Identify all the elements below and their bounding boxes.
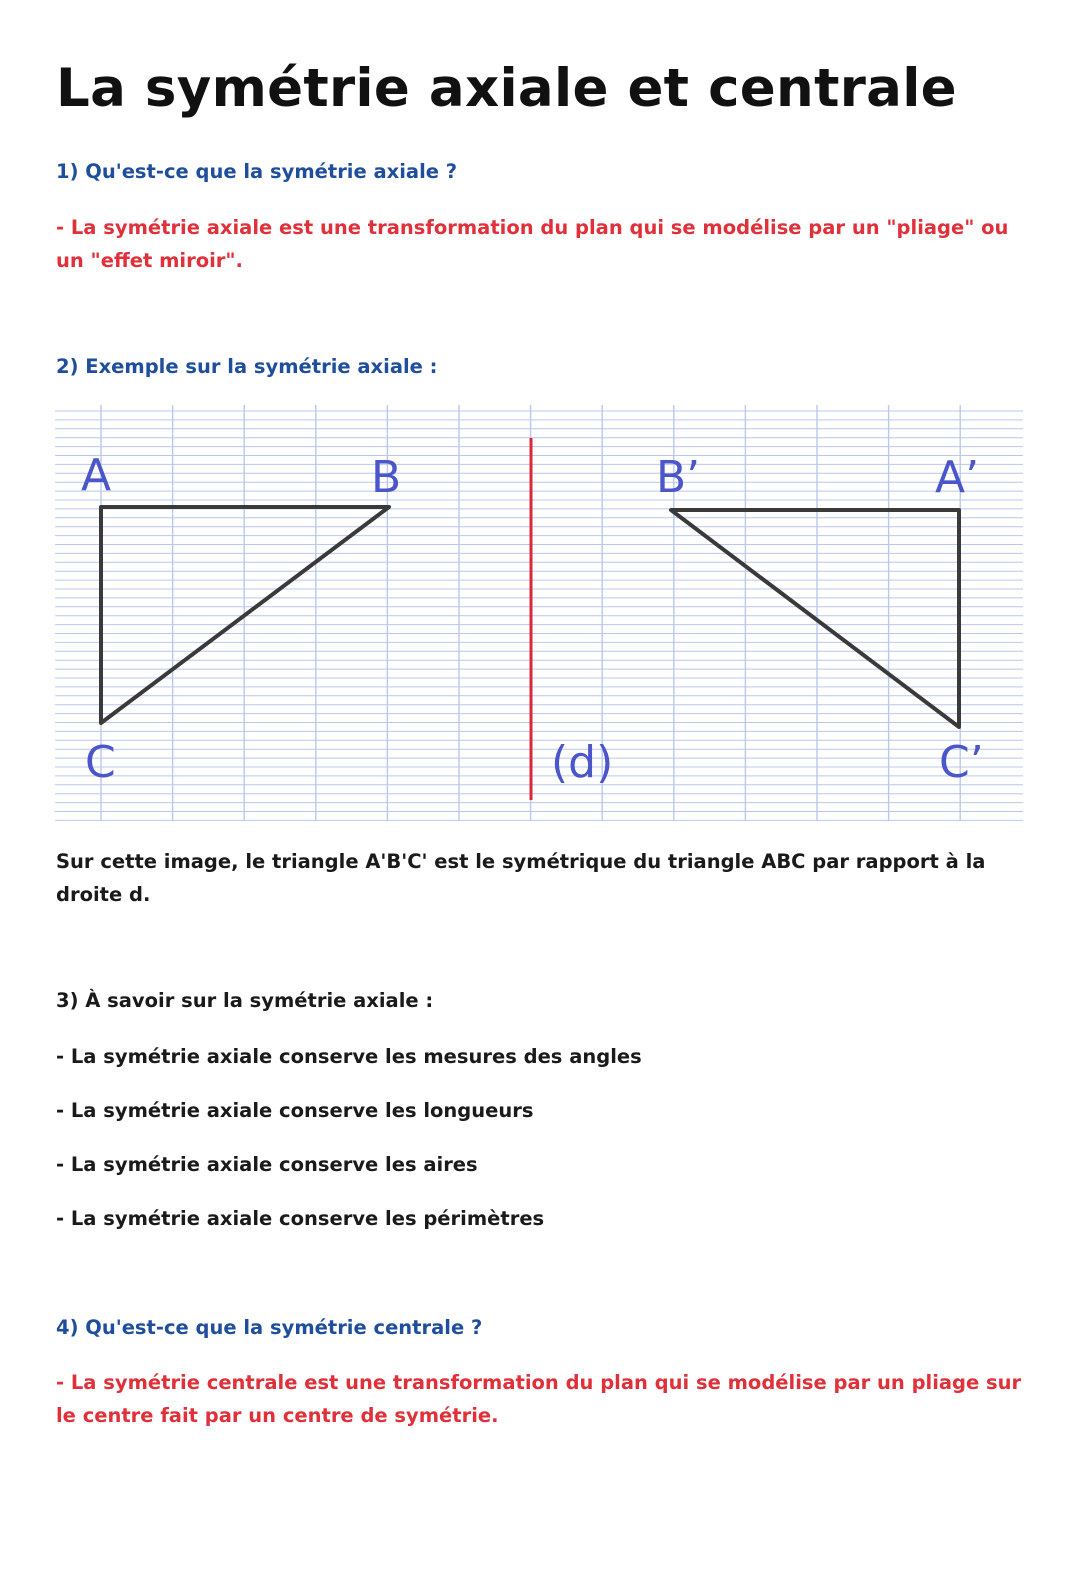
section2-heading: 2) Exemple sur la symétrie axiale : — [56, 355, 438, 378]
section1-definition: - La symétrie axiale est une transformation du plan qui se modélise par un "pliage" ou un "effet miroir". — [56, 216, 1009, 272]
section3-heading: 3) À savoir sur la symétrie axiale : — [56, 989, 434, 1012]
section1-heading: 1) Qu'est-ce que la symétrie axiale ? — [56, 160, 458, 183]
section4-definition: - La symétrie centrale est une transformation du plan qui se modélise par un pliage sur le centre fait par un centre de symétrie. — [56, 1371, 1022, 1427]
label-b-prime: B’ — [656, 452, 701, 503]
property-list-item: - La symétrie axiale conserve les mesures des angles — [56, 1045, 642, 1068]
graph-paper-grid — [55, 405, 1023, 821]
page-title: La symétrie axiale et centrale — [56, 58, 957, 119]
triangle-abc — [101, 507, 389, 723]
property-list-item: - La symétrie axiale conserve les aires — [56, 1153, 478, 1176]
label-b: B — [371, 452, 402, 503]
property-list-item: - La symétrie axiale conserve les longueurs — [56, 1099, 534, 1122]
symmetry-drawing — [55, 405, 1025, 825]
label-axis-d: (d) — [551, 737, 614, 788]
symmetry-figure — [55, 405, 1025, 825]
label-a: A — [81, 450, 112, 501]
label-c: C — [85, 737, 116, 788]
label-a-prime: A’ — [935, 452, 980, 503]
section4-heading: 4) Qu'est-ce que la symétrie centrale ? — [56, 1316, 483, 1339]
triangle-abc-prime — [671, 510, 959, 727]
property-list-item: - La symétrie axiale conserve les périmètres — [56, 1207, 545, 1230]
section2-caption: Sur cette image, le triangle A'B'C' est le symétrique du triangle ABC par rapport à la droite d. — [56, 850, 986, 906]
label-c-prime: C’ — [939, 737, 984, 788]
